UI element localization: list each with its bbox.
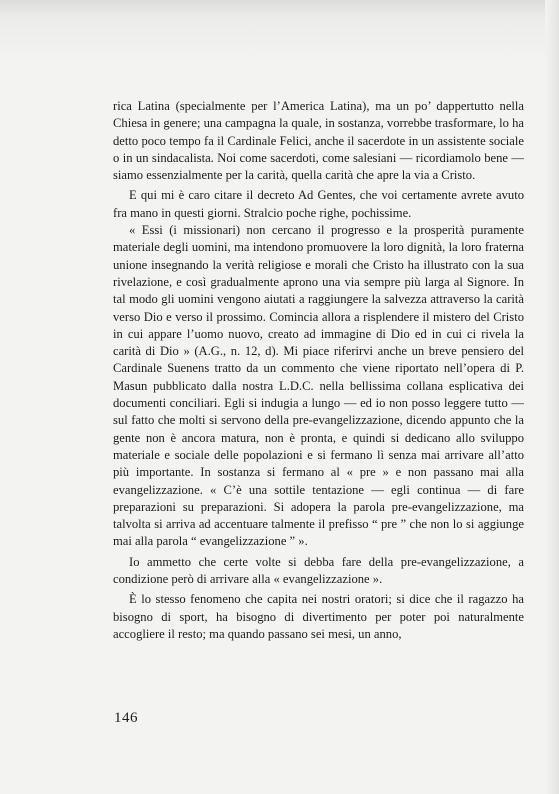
scan-shadow-right xyxy=(545,0,559,794)
page-number: 146 xyxy=(114,710,138,726)
paragraph-5: È lo stesso fenomeno che capita nei nostri oratori; si dice che il ragazzo ha bisogno di sport, ha bisogno di divertimento per poter poi naturalmente accogliere il resto; ma quando passano sei mesi, un anno, xyxy=(113,592,524,641)
paragraph-1: rica Latina (specialmente per l’America Latina), ma un po’ dappertutto nella Chiesa in genere; una campagna la quale, in sostanza, vorrebbe trasformare, lo ha detto poco tempo fa il Cardinale Felici, anche il sacerdote in un assistente sociale o in un sindacalista. Noi come sacerdoti, come salesiani — ricordiamolo bene — siamo essenzialmente per la carità, quella carità che apre la via a Cristo. xyxy=(113,99,524,183)
paragraph-4: Io ammetto che certe volte si debba fare della pre-evangelizzazione, a condizione però di arrivare alla « evangelizzazione ». xyxy=(113,554,524,587)
paragraph-3-quote: « Essi (i missionari) non cercano il progresso e la prosperità puramente materiale degli uomini, ma intendono promuovere la loro dignità, la loro fraterna unione insegnando la verità religiose e morali che Cristo ha illustrato con la sua rivelazione, e così gradualmente aprono una via sempre più larga al Signore. In tal modo gli uomini vengono aiutati a raggiungere la salvezza attraverso la carità verso Dio e verso il prossimo. Comincia allora a risplendere il mistero del Cristo in cui appare l’uomo nuovo, creato ad immagine di Dio ed in cui ci rivela la carità di Dio » (A.G., n. 12, d). Mi piace riferirvi anche un breve pensiero del Cardinale Suenens tratto da un commento che viene riportato nell’opera di P. Masun pubblicato dalla nostra L.D.C. nella bellissima collana esplicativa dei documenti conciliari. Egli si indugia a lungo — ed io non posso leggere tutto — sul fatto che molti si servono della pre-evangelizzazione, dicendo appunto che la gente non è ancora matura, non è pronta, e quindi si dedicano allo sviluppo materiale e sociale delle popolazioni e si fermano lì senza mai arrivare all’atto più importante. In sostanza si fermano al « pre » e non passano mai alla evangelizzazione. « C’è una sottile tentazione — egli continua — di fare preparazioni su preparazioni. Si adopera la parola pre-evangelizzazione, ma talvolta si arriva ad accentuare talmente il prefisso “ pre ” che non lo si aggiunge mai alla parola “ evangelizzazione ” ». xyxy=(113,223,524,549)
page-body xyxy=(113,98,524,643)
scan-shadow-top xyxy=(0,0,559,60)
paragraph-2: E qui mi è caro citare il decreto Ad Gentes, che voi certamente avrete avuto fra mano in questi giorni. Stralcio poche righe, pochissime. xyxy=(113,188,524,220)
